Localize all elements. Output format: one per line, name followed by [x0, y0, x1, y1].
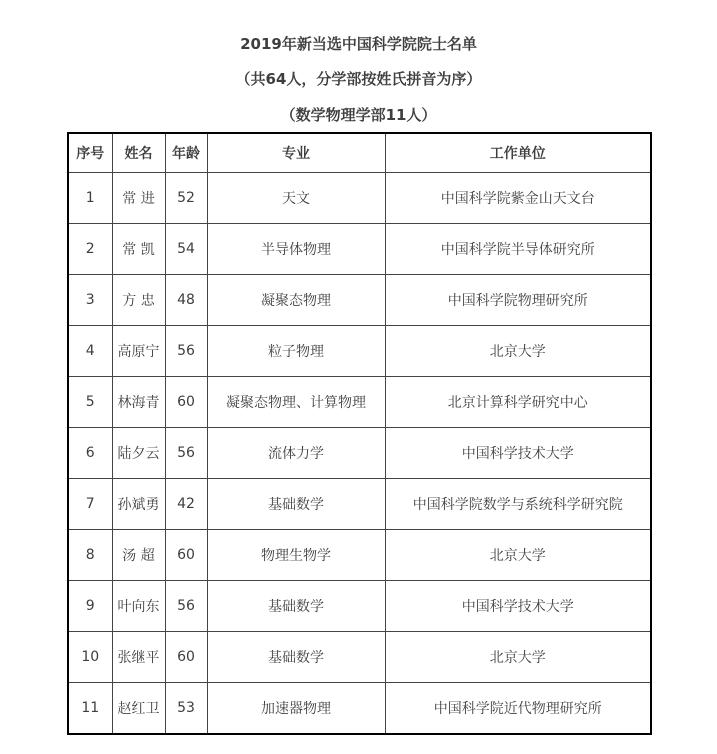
cell-index: 7 [68, 479, 112, 530]
cell-major: 粒子物理 [207, 326, 385, 377]
table-row [68, 581, 651, 632]
table-row [68, 326, 651, 377]
cell-name: 张继平 [112, 632, 165, 683]
cell-age: 60 [165, 632, 207, 683]
cell-unit: 北京大学 [385, 530, 651, 581]
table-row [68, 173, 651, 224]
cell-name: 汤 超 [112, 530, 165, 581]
cell-unit: 中国科学技术大学 [385, 581, 651, 632]
cell-name: 赵红卫 [112, 683, 165, 735]
cell-age: 56 [165, 581, 207, 632]
cell-major: 天文 [207, 173, 385, 224]
cell-index: 6 [68, 428, 112, 479]
cell-index: 2 [68, 224, 112, 275]
cell-major: 基础数学 [207, 632, 385, 683]
cell-name: 叶向东 [112, 581, 165, 632]
cell-major: 流体力学 [207, 428, 385, 479]
academician-table [67, 132, 652, 735]
header-age: 年龄 [165, 133, 207, 173]
cell-major: 物理生物学 [207, 530, 385, 581]
cell-name: 孙斌勇 [112, 479, 165, 530]
cell-major: 加速器物理 [207, 683, 385, 735]
cell-name: 林海青 [112, 377, 165, 428]
header-unit: 工作单位 [385, 133, 651, 173]
cell-unit: 北京大学 [385, 326, 651, 377]
section-heading: （数学物理学部11人） [280, 106, 437, 124]
header-index: 序号 [68, 133, 112, 173]
table-row [68, 377, 651, 428]
table-header-row [68, 133, 651, 173]
cell-age: 42 [165, 479, 207, 530]
table-row [68, 530, 651, 581]
cell-index: 8 [68, 530, 112, 581]
cell-age: 60 [165, 377, 207, 428]
cell-age: 54 [165, 224, 207, 275]
cell-index: 11 [68, 683, 112, 735]
table-body [68, 173, 651, 735]
cell-name: 方 忠 [112, 275, 165, 326]
cell-age: 60 [165, 530, 207, 581]
cell-unit: 中国科学院半导体研究所 [385, 224, 651, 275]
cell-unit: 中国科学院物理研究所 [385, 275, 651, 326]
table-row [68, 224, 651, 275]
cell-name: 陆夕云 [112, 428, 165, 479]
table-row [68, 632, 651, 683]
cell-unit: 北京计算科学研究中心 [385, 377, 651, 428]
table-row [68, 683, 651, 735]
cell-major: 凝聚态物理 [207, 275, 385, 326]
page-subtitle: （共64人，分学部按姓氏拼音为序） [235, 70, 482, 88]
table-row [68, 428, 651, 479]
cell-name: 常 进 [112, 173, 165, 224]
cell-unit: 中国科学院紫金山天文台 [385, 173, 651, 224]
cell-index: 9 [68, 581, 112, 632]
cell-name: 常 凯 [112, 224, 165, 275]
header-name: 姓名 [112, 133, 165, 173]
cell-major: 半导体物理 [207, 224, 385, 275]
cell-age: 53 [165, 683, 207, 735]
cell-index: 5 [68, 377, 112, 428]
cell-major: 凝聚态物理、计算物理 [207, 377, 385, 428]
header-major: 专业 [207, 133, 385, 173]
cell-age: 56 [165, 428, 207, 479]
cell-unit: 中国科学院近代物理研究所 [385, 683, 651, 735]
cell-age: 56 [165, 326, 207, 377]
table-row [68, 275, 651, 326]
cell-age: 48 [165, 275, 207, 326]
table-row [68, 479, 651, 530]
cell-major: 基础数学 [207, 581, 385, 632]
cell-unit: 中国科学技术大学 [385, 428, 651, 479]
cell-index: 1 [68, 173, 112, 224]
cell-index: 3 [68, 275, 112, 326]
cell-index: 4 [68, 326, 112, 377]
cell-index: 10 [68, 632, 112, 683]
cell-unit: 中国科学院数学与系统科学研究院 [385, 479, 651, 530]
page-title: 2019年新当选中国科学院院士名单 [240, 35, 477, 53]
cell-age: 52 [165, 173, 207, 224]
cell-unit: 北京大学 [385, 632, 651, 683]
cell-major: 基础数学 [207, 479, 385, 530]
cell-name: 高原宁 [112, 326, 165, 377]
